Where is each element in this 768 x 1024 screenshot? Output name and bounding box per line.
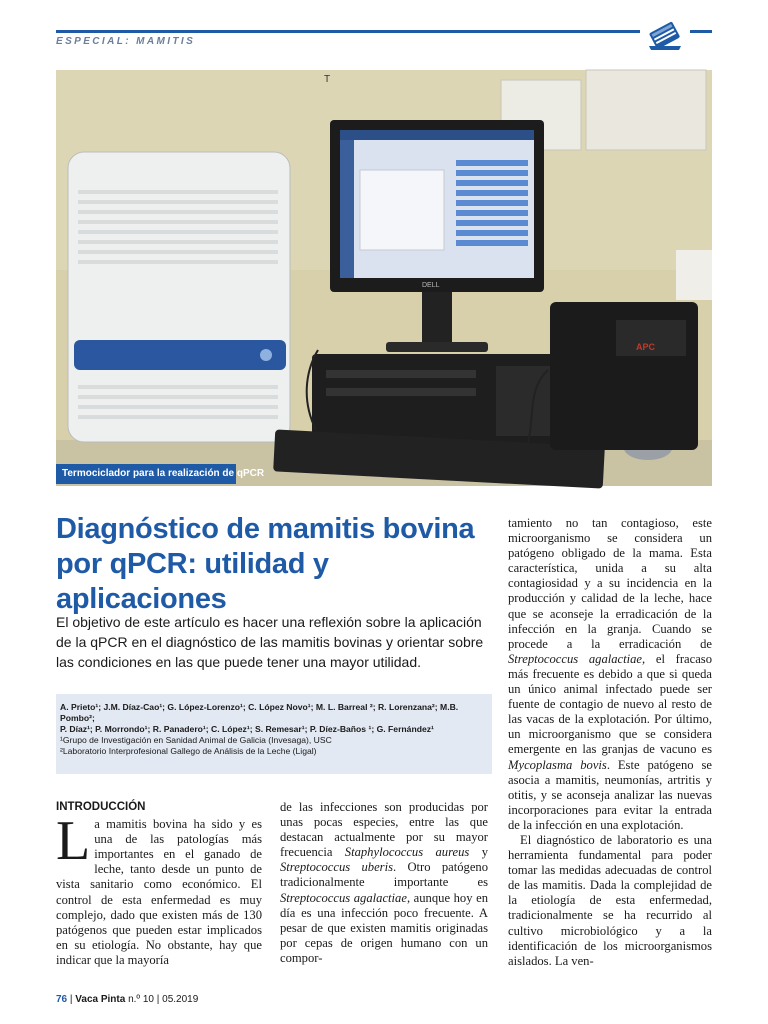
col2-paragraph: [280, 800, 488, 966]
article-lead: El objetivo de este artículo es hacer una reflexión sobre la aplicación de la qPCR en el diagnóstico de las mamitis bovinas y orientar sobre las condiciones en las que puede tener una mayor utilidad.: [56, 614, 484, 670]
magazine-name: Vaca Pinta: [75, 994, 126, 1005]
col2-text-d: , aunque hoy en día es una infección poco frecuente. A pesar de que existen mamitis originadas por cepas de origen humano con un compor-: [280, 890, 488, 965]
species-strep-agalactiae: Streptococcus agalactiae: [280, 890, 407, 905]
lab-photo-illustration: [56, 70, 712, 486]
col3-text-b: el fracaso más frecuente es debido a que si queda un único animal infectado puede ser fuente de contagio de nuevo al resto de las vacas de la explotación. Por último, un microorganismo que se considera emergente en las granjas de vacuno es: [508, 651, 712, 757]
col2-text-c: . Otro patógeno tradicionalmente importante es: [280, 860, 488, 890]
species-strep-uberis: Streptococcus uberis: [280, 860, 393, 875]
book-icon: [643, 14, 687, 54]
body-column-2: [280, 800, 488, 966]
page-footer: [56, 994, 198, 1005]
intro-paragraph: [56, 810, 262, 968]
footer-separator: |: [67, 994, 76, 1005]
body-column-3: [508, 516, 712, 969]
intro-heading: INTRODUCCIÓN: [56, 801, 146, 813]
affiliation-1: ¹Grupo de Investigación en Sanidad Animal de Galicia (Invesaga), USC: [60, 735, 332, 745]
page-number: 76: [56, 994, 68, 1005]
col1-text: a mamitis bovina ha sido y es una de las patologías más importantes en el ganado de leche, tanto desde un punto de vista sanitario como económico. El control de esta enfermedad es muy complejo, dado que existen más de 130 patógenos que pueden estar implicados en su etiología. No obstante, hay que indicar que la mayoría: [56, 817, 262, 967]
col3-paragraph-1: [508, 516, 712, 833]
body-column-1: [56, 800, 262, 968]
issue-info: n.º 10 | 05.2019: [125, 994, 199, 1005]
dropcap: L: [56, 810, 91, 873]
header-rule-right: [690, 30, 712, 33]
ups-brand: APC: [636, 342, 656, 352]
monitor-brand: DELL: [422, 282, 440, 289]
col3-paragraph-2: El diagnóstico de laboratorio es una herramienta fundamental para poder tomar las medidas adecuadas de control de las mamitis. Dada la complejidad de la etiología de esta enfermedad, tradicionalmente se ha recurrido al cultivo microbiológico y a la identificación de los microorganismos aislados. La ven-: [508, 832, 712, 968]
species-staph-aureus: Staphylococcus aureus: [344, 845, 470, 860]
affiliation-2: ²Laboratorio Interprofesional Gallego de Análisis de la Leche (Ligal): [60, 746, 317, 756]
col3-text-c: . Este patógeno se asocia a mamitis, neumonías, artritis y otitis, y se aconseja analizar las nuevas incorporaciones para evitar la entrada de la infección en una explotación.: [508, 757, 712, 832]
article-title: [56, 512, 496, 617]
authors-line-2: P. Díaz¹; P. Morrondo¹; R. Panadero¹; C. López¹; S. Remesar¹; P. Díez-Baños ¹; G. Fernández¹: [60, 724, 434, 734]
species-strep-agalactiae-2: Streptococcus agalactiae,: [508, 651, 646, 666]
col2-text-a: de las infecciones son producidas por unas pocas especies, entre las que destacan actualmente por su mayor frecuencia: [280, 800, 488, 860]
photo-caption: Termociclador para la realización de qPCR: [56, 464, 236, 484]
title-line-1: Diagnóstico de mamitis bovina: [56, 513, 475, 545]
wall-tag: T: [324, 74, 331, 85]
header-rule: [56, 30, 640, 33]
authors-line-1: A. Prieto¹; J.M. Díaz-Cao¹; G. López-Lorenzo¹; C. López Novo¹; M. L. Barreal ²; R. Lorenzana²; M.B. Pombo²;: [60, 702, 459, 723]
species-mycoplasma-bovis: Mycoplasma bovis: [508, 757, 607, 772]
title-line-2: por qPCR: utilidad y aplicaciones: [56, 548, 329, 615]
authors-box: [56, 694, 492, 774]
lab-photo: [56, 70, 712, 486]
col2-text-b: y: [469, 845, 488, 860]
section-label: ESPECIAL: MAMITIS: [56, 36, 196, 47]
col3-text-a: tamiento no tan contagioso, este microorganismo se considera un patógeno obligado de la mama. Esta característica, unida a su alta contagiosidad y a su incidencia en la producción y calidad de la leche, hace que se aconseje la erradicación de la infección en la granja. Cuando se procede a la erradicación de: [508, 516, 712, 651]
